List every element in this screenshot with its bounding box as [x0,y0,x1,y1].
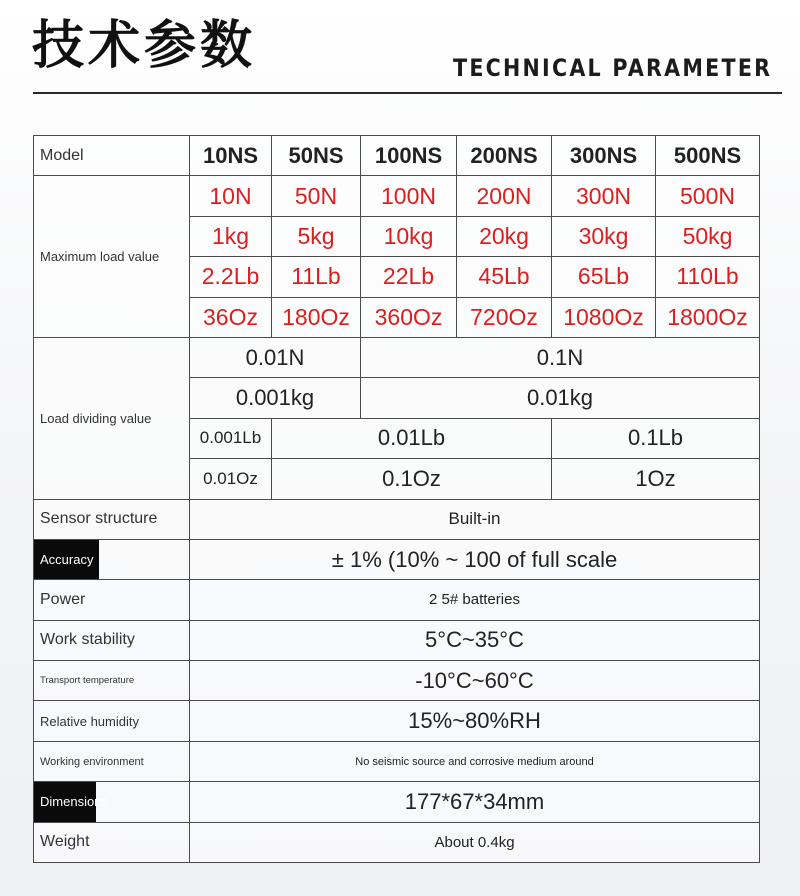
max-load-cell: 50N [271,175,361,216]
max-load-cell: 30kg [551,216,656,257]
max-load-cell: 10N [189,175,272,216]
load-dividing-cell: 0.001Lb [189,418,272,459]
max-load-cell: 50kg [655,216,760,257]
environment-label: Working environment [33,741,190,782]
load-dividing-label: Load dividing value [33,337,190,500]
load-dividing-cell: 0.001kg [189,377,361,418]
model-header: 300NS [551,135,656,176]
stability-value: 5°C~35°C [189,620,760,661]
page-title: 技术参数 [32,16,257,76]
spec-table [33,135,768,862]
max-load-cell: 45Lb [456,256,552,297]
model-header: 100NS [360,135,457,176]
power-value: 2 5# batteries [189,579,760,620]
model-header: 200NS [456,135,552,176]
max-load-cell: 180Oz [271,297,361,338]
title-divider [33,92,782,94]
load-dividing-cell: 0.01N [189,337,361,378]
page-subtitle: TECHNICAL PARAMETER [453,54,773,82]
stability-label: Work stability [33,620,190,661]
accuracy-label [33,539,190,580]
max-load-cell: 11Lb [271,256,361,297]
sensor-label: Sensor structure [33,499,190,540]
accuracy-value: ± 1% (10% ~ 100 of full scale [189,539,760,580]
max-load-cell: 65Lb [551,256,656,297]
max-load-cell: 2.2Lb [189,256,272,297]
max-load-label: Maximum load value [33,175,190,338]
max-load-cell: 22Lb [360,256,457,297]
max-load-cell: 720Oz [456,297,552,338]
load-dividing-cell: 0.1Lb [551,418,760,459]
accuracy-badge: Accuracy [34,540,99,579]
max-load-cell: 20kg [456,216,552,257]
max-load-cell: 300N [551,175,656,216]
transport-value: -10°C~60°C [189,660,760,701]
max-load-cell: 1080Oz [551,297,656,338]
weight-value: About 0.4kg [189,822,760,863]
load-dividing-cell: 0.01kg [360,377,760,418]
max-load-cell: 1800Oz [655,297,760,338]
max-load-cell: 100N [360,175,457,216]
max-load-cell: 10kg [360,216,457,257]
load-dividing-cell: 0.01Lb [271,418,552,459]
load-dividing-cell: 0.1N [360,337,760,378]
max-load-cell: 110Lb [655,256,760,297]
transport-label: Transport temperature [33,660,190,701]
sensor-value: Built-in [189,499,760,540]
load-dividing-cell: 0.1Oz [271,458,552,499]
max-load-cell: 360Oz [360,297,457,338]
max-load-cell: 1kg [189,216,272,257]
max-load-cell: 36Oz [189,297,272,338]
max-load-cell: 5kg [271,216,361,257]
model-header: 50NS [271,135,361,176]
max-load-cell: 500N [655,175,760,216]
model-header: 10NS [189,135,272,176]
humidity-value: 15%~80%RH [189,700,760,741]
dimensions-value: 177*67*34mm [189,781,760,822]
humidity-label: Relative humidity [33,700,190,741]
model-label: Model [33,135,190,176]
dimensions-label [33,781,190,822]
max-load-cell: 200N [456,175,552,216]
load-dividing-cell: 0.01Oz [189,458,272,499]
model-header: 500NS [655,135,760,176]
load-dividing-cell: 1Oz [551,458,760,499]
dimensions-badge: Dimensions [34,782,96,821]
weight-label: Weight [33,822,190,863]
environment-value: No seismic source and corrosive medium around [189,741,760,782]
power-label: Power [33,579,190,620]
